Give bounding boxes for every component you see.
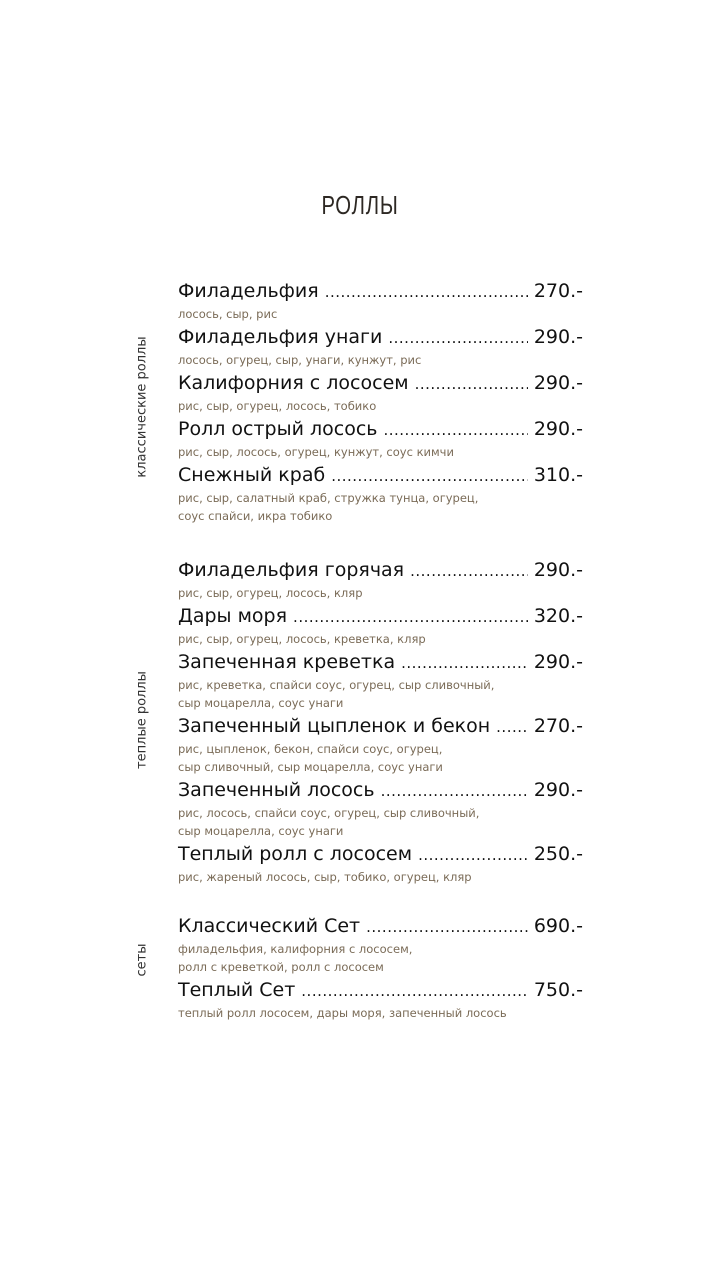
item-name: Филадельфия горячая: [178, 559, 405, 581]
item-name: Запеченная креветка: [178, 651, 396, 673]
item-description: рис, сыр, лосось, огурец, кунжут, соус кимчи: [178, 445, 454, 459]
menu-item-row: [178, 977, 583, 1004]
menu-item: [178, 462, 583, 525]
menu-item: [178, 324, 583, 369]
item-price: 290.-: [533, 372, 583, 394]
item-price: 290.-: [533, 418, 583, 440]
menu-item-row: [178, 603, 583, 630]
menu-item-row: [178, 324, 583, 351]
item-name: Теплый ролл с лососем: [178, 843, 413, 865]
menu-section: [178, 557, 583, 886]
dot-leader: [496, 714, 528, 740]
item-description: рис, сыр, огурец, лосось, креветка, кляр: [178, 632, 426, 646]
item-description: рис, цыпленок, бекон, спайси соус, огурец,: [178, 742, 443, 756]
item-name: Запеченный цыпленок и бекон: [178, 715, 491, 737]
menu-item-row: [178, 841, 583, 868]
menu-item: [178, 278, 583, 323]
menu-item-row: [178, 278, 583, 305]
item-price: 310.-: [533, 464, 583, 486]
menu-item: [178, 913, 583, 976]
dot-leader: [381, 778, 528, 804]
menu-item-row: [178, 777, 583, 804]
menu-item: [178, 416, 583, 461]
item-description: сыр сливочный, сыр моцарелла, соус унаги: [178, 760, 443, 774]
item-price: 290.-: [533, 779, 583, 801]
menu-item: [178, 557, 583, 602]
dot-leader: [383, 417, 527, 443]
dot-leader: [301, 978, 528, 1004]
item-name: Филадельфия: [178, 280, 319, 302]
item-description: рис, сыр, салатный краб, стружка тунца, огурец,: [178, 491, 479, 505]
item-name: Ролл острый лосось: [178, 418, 378, 440]
item-name: Теплый Сет: [178, 979, 296, 1001]
menu-item: [178, 370, 583, 415]
item-description: ролл с креветкой, ролл с лососем: [178, 960, 384, 974]
dot-leader: [293, 604, 528, 630]
section-label: теплые роллы: [134, 671, 150, 769]
menu-item-row: [178, 370, 583, 397]
item-price: 290.-: [533, 326, 583, 348]
menu-item: [178, 841, 583, 886]
section-label: сеты: [134, 943, 150, 977]
menu-item: [178, 649, 583, 712]
item-price: 290.-: [533, 651, 583, 673]
menu-section: [178, 913, 583, 1022]
menu-item: [178, 777, 583, 840]
dot-leader: [415, 371, 528, 397]
item-description: сыр моцарелла, соус унаги: [178, 696, 344, 710]
section-label: классические роллы: [134, 336, 150, 478]
item-price: 320.-: [533, 605, 583, 627]
item-name: Снежный краб: [178, 464, 326, 486]
menu-item-row: [178, 416, 583, 443]
menu-item-row: [178, 649, 583, 676]
item-price: 270.-: [533, 715, 583, 737]
item-name: Калифорния с лососем: [178, 372, 409, 394]
menu-item-row: [178, 557, 583, 584]
item-description: сыр моцарелла, соус унаги: [178, 824, 344, 838]
item-description: рис, сыр, огурец, лосось, тобико: [178, 399, 377, 413]
menu-item: [178, 977, 583, 1022]
item-name: Дары моря: [178, 605, 288, 627]
dot-leader: [418, 842, 528, 868]
item-description: лосось, огурец, сыр, унаги, кунжут, рис: [178, 353, 422, 367]
dot-leader: [366, 914, 528, 940]
dot-leader: [410, 558, 528, 584]
page-title: РОЛЛЫ: [321, 190, 399, 220]
menu-item-row: [178, 713, 583, 740]
item-description: соус спайси, икра тобико: [178, 509, 333, 523]
menu-item: [178, 713, 583, 776]
dot-leader: [401, 650, 528, 676]
item-price: 250.-: [533, 843, 583, 865]
item-description: лосось, сыр, рис: [178, 307, 278, 321]
dot-leader: [331, 463, 528, 489]
item-price: 270.-: [533, 280, 583, 302]
menu-item: [178, 603, 583, 648]
item-price: 290.-: [533, 559, 583, 581]
item-description: рис, креветка, спайси соус, огурец, сыр сливочный,: [178, 678, 495, 692]
item-description: рис, жареный лосось, сыр, тобико, огурец, кляр: [178, 870, 472, 884]
item-description: рис, сыр, огурец, лосось, кляр: [178, 586, 363, 600]
item-price: 750.-: [533, 979, 583, 1001]
menu-section: [178, 278, 583, 525]
item-name: Филадельфия унаги: [178, 326, 383, 348]
item-name: Классический Сет: [178, 915, 361, 937]
menu-item-row: [178, 462, 583, 489]
item-description: филадельфия, калифорния с лососем,: [178, 942, 413, 956]
item-name: Запеченный лосось: [178, 779, 375, 801]
item-description: теплый ролл лососем, дары моря, запеченный лосось: [178, 1006, 507, 1020]
dot-leader: [388, 325, 527, 351]
item-description: рис, лосось, спайси соус, огурец, сыр сливочный,: [178, 806, 480, 820]
dot-leader: [325, 279, 528, 305]
item-price: 690.-: [533, 915, 583, 937]
menu-item-row: [178, 913, 583, 940]
